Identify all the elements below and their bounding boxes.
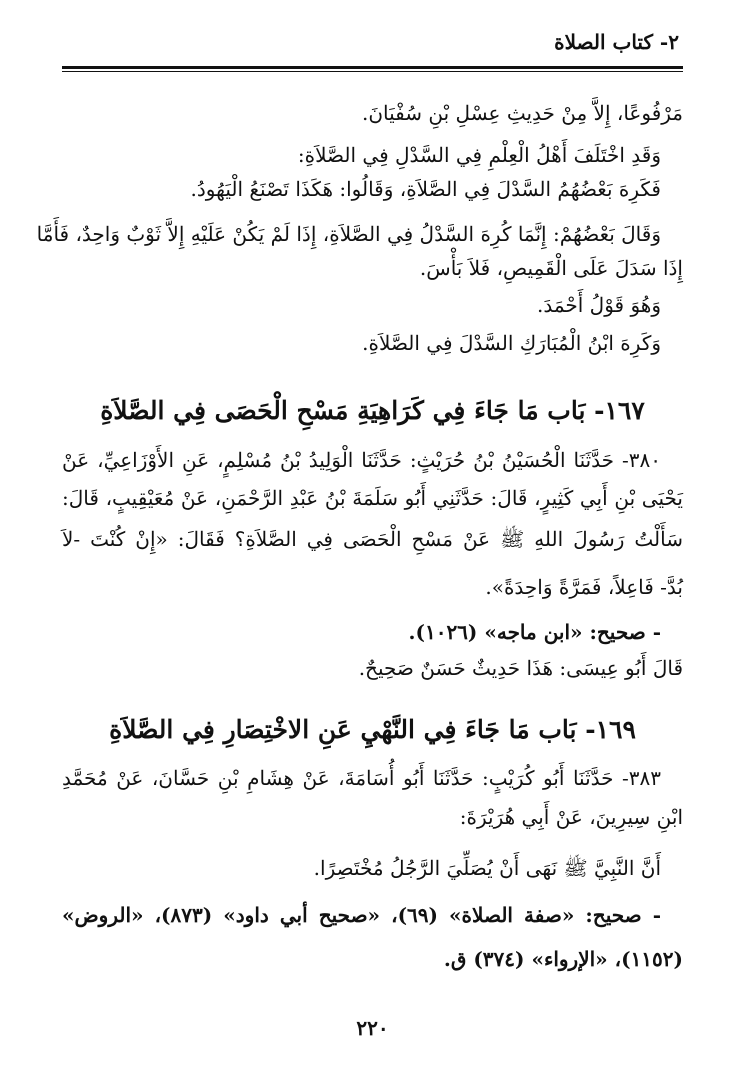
hadith-383-matn: أَنَّ النَّبِيَّ ﷺ نَهَى أَنْ يُصَلِّيَ الرَّجُلُ مُخْتَصِرًا.: [313, 856, 661, 880]
paragraph-line: فَكَرِهَ بَعْضُهُمُ السَّدْلَ فِي الصَّلاَةِ، وَقَالُوا: هَكَذَا تَصْنَعُ الْيَهُودُ.: [190, 177, 661, 201]
running-header: ٢- كتاب الصلاة: [554, 30, 679, 54]
paragraph-line: وَكَرِهَ ابْنُ الْمُبَارَكِ السَّدْلَ فِي الصَّلاَةِ.: [362, 331, 661, 355]
hadith-383-line: ابْنِ سِيرِينَ، عَنْ أَبِي هُرَيْرَةَ:: [459, 805, 683, 829]
hadith-380-line: ٣٨٠- حَدَّثَنَا الْحُسَيْنُ بْنُ حُرَيْثٍ: حَدَّثَنَا الْوَلِيدُ بْنُ مُسْلِمٍ، عَنِ الأَوْزَاعِيِّ، عَنْ: [62, 448, 661, 472]
grading-note: (١١٥٢)، «الإرواء» (٣٧٤) ق.: [443, 947, 683, 971]
paragraph-line: وَقَالَ بَعْضُهُمْ: إِنَّمَا كُرِهَ السَّدْلُ فِي الصَّلاَةِ، إِذَا لَمْ يَكُنْ عَلَيْهِ إِلاَّ ثَوْبٌ وَاحِدٌ، فَأَمَّا: [36, 222, 661, 246]
chapter-heading-167: ١٦٧- بَاب مَا جَاءَ فِي كَرَاهِيَةِ مَسْحِ الْحَصَى فِي الصَّلاَةِ: [100, 396, 645, 425]
paragraph-line: مَرْفُوعًا، إِلاَّ مِنْ حَدِيثِ عِسْلِ بْنِ سُفْيَانَ.: [362, 101, 683, 125]
paragraph-line: وَقَدِ اخْتَلَفَ أَهْلُ الْعِلْمِ فِي السَّدْلِ فِي الصَّلاَةِ:: [297, 143, 661, 167]
hadith-383-line: ٣٨٣- حَدَّثَنَا أَبُو كُرَيْبٍ: حَدَّثَنَا أَبُو أُسَامَةَ، عَنْ هِشَامِ بْنِ حَسَّانَ، عَنْ مُحَمَّدِ: [62, 766, 661, 790]
header-rule-thin: [62, 71, 683, 72]
paragraph-line: وَهُوَ قَوْلُ أَحْمَدَ.: [536, 293, 661, 317]
grading-note: - صحيح: «ابن ماجه» (١٠٢٦).: [408, 620, 661, 644]
paragraph-line: إِذَا سَدَلَ عَلَى الْقَمِيصِ، فَلاَ بَأْسَ.: [419, 256, 683, 280]
abu-isa-remark: قَالَ أَبُو عِيسَى: هَذَا حَدِيثٌ حَسَنٌ صَحِيحٌ.: [358, 656, 683, 680]
grading-note: - صحيح: «صفة الصلاة» (٦٩)، «صحيح أبي داود» (٨٧٣)، «الروض»: [62, 903, 661, 927]
hadith-380-line: سَأَلْتُ رَسُولَ اللهِ ﷺ عَنْ مَسْحِ الْحَصَى فِي الصَّلاَةِ؟ فَقَالَ: «إِنْ كُنْتَ -لاَ: [62, 527, 683, 551]
hadith-380-line: بُدَّ- فَاعِلاً، فَمَرَّةً وَاحِدَةً».: [485, 575, 683, 599]
chapter-heading-169: ١٦٩- بَاب مَا جَاءَ فِي النَّهْيِ عَنِ الاخْتِصَارِ فِي الصَّلاَةِ: [109, 715, 636, 744]
page-number: ٢٢٠: [356, 1016, 389, 1040]
hadith-380-line: يَحْيَى بْنِ أَبِي كَثِيرٍ، قَالَ: حَدَّثَنِي أَبُو سَلَمَةَ بْنُ عَبْدِ الرَّحْمَنِ، عَنْ مُعَيْقِيبٍ، قَالَ:: [62, 486, 683, 510]
header-rule-thick: [62, 66, 683, 69]
